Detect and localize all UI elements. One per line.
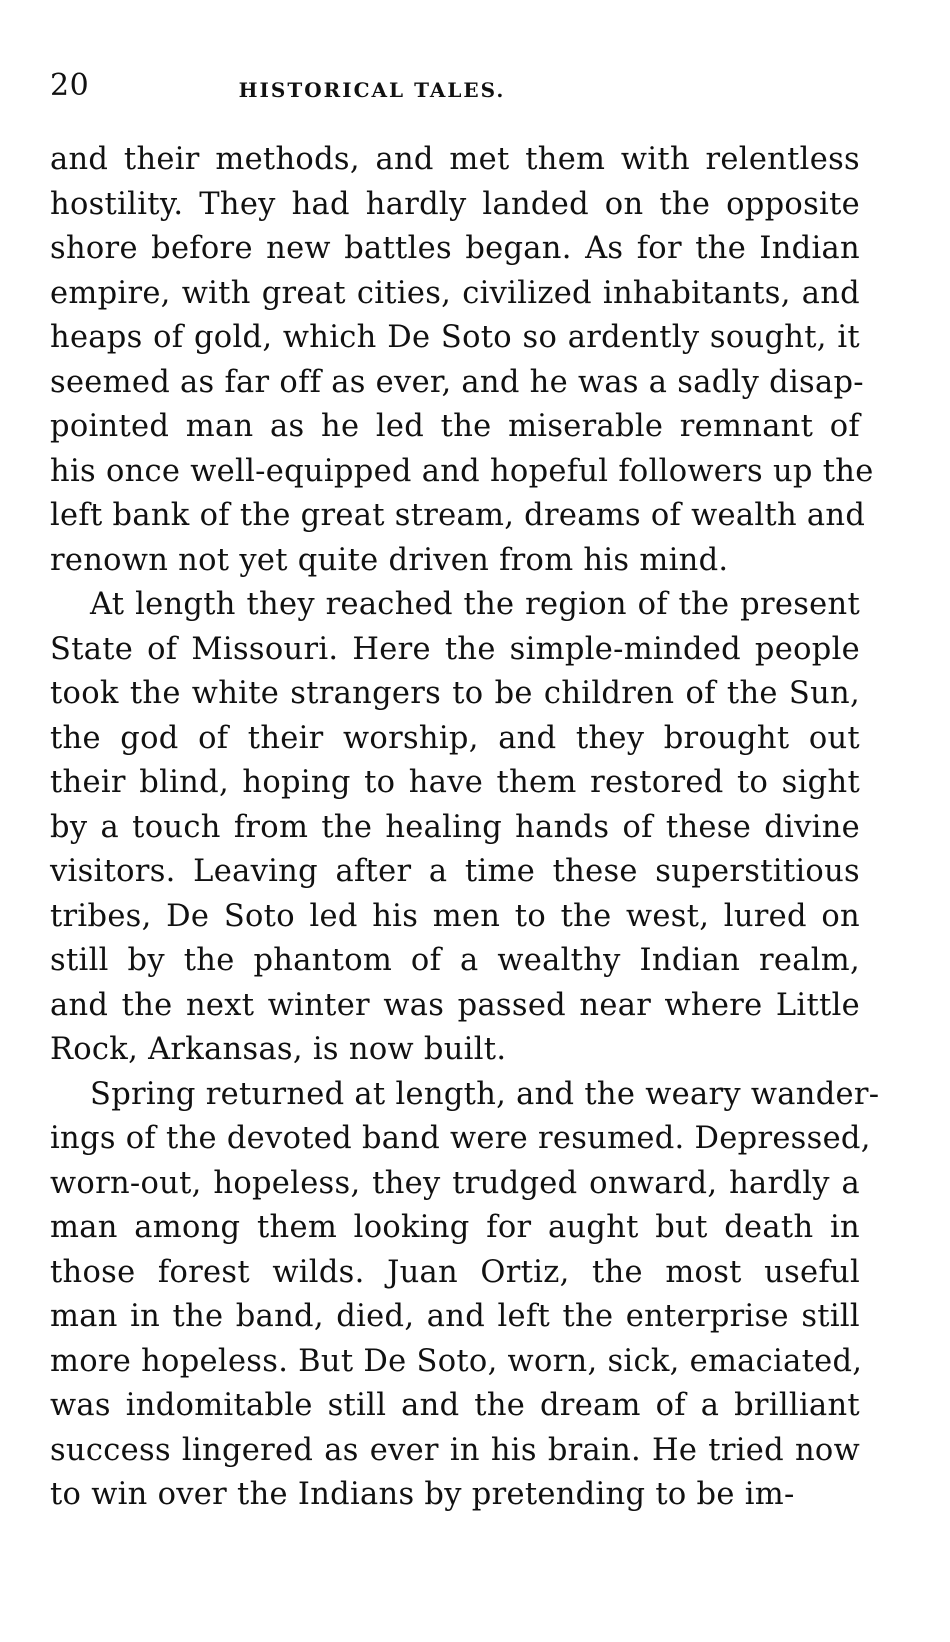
text-line: left bank of the great stream, dreams of wealth and — [50, 498, 866, 533]
text-line: and the next winter was passed near where Little — [50, 987, 860, 1023]
text-line: man among them looking for aught but death in — [50, 1210, 860, 1245]
text-line: heaps of gold, which De Soto so ardently sought, it — [50, 320, 860, 355]
text-line: those forest wilds. Juan Ortiz, the most useful — [50, 1254, 860, 1290]
text-line: State of Missouri. Here the simple-minded people — [50, 631, 860, 667]
text-line: their blind, hoping to have them restored to sight — [50, 765, 860, 800]
text-line: At length they reached the region of the present — [90, 587, 860, 622]
text-line: to win over the Indians by pretending to be im- — [50, 1477, 795, 1512]
text-line: took the white strangers to be children of the Sun, — [50, 676, 860, 711]
text-line: worn-out, hopeless, they trudged onward, hardly a — [50, 1165, 860, 1201]
text-line: renown not yet quite driven from his mind. — [50, 542, 729, 578]
text-line: seemed as far off as ever, and he was a sadly disap- — [50, 364, 864, 400]
text-line: was indomitable still and the dream of a brilliant — [50, 1388, 860, 1423]
text-line: visitors. Leaving after a time these superstitious — [50, 854, 860, 889]
text-line: hostility. They had hardly landed on the opposite — [50, 186, 860, 222]
text-line: the god of their worship, and they brought out — [50, 720, 860, 756]
text-line: and their methods, and met them with relentless — [50, 142, 860, 177]
body-text — [50, 138, 880, 1518]
text-line: shore before new battles began. As for the Indian — [50, 231, 860, 266]
text-line: empire, with great cities, civilized inhabitants, and — [50, 275, 860, 311]
text-line: success lingered as ever in his brain. He tried now — [50, 1432, 860, 1468]
page-header — [50, 68, 910, 108]
text-line: Spring returned at length, and the weary wander- — [90, 1076, 880, 1112]
text-line: by a touch from the healing hands of these divine — [50, 809, 860, 845]
page-number: 20 — [50, 68, 90, 103]
paragraph — [50, 138, 874, 583]
paragraph — [50, 1073, 880, 1518]
running-head: HISTORICAL TALES. — [238, 78, 506, 102]
text-line: pointed man as he led the miserable remnant of — [50, 409, 860, 444]
text-line: tribes, De Soto led his men to the west, lured on — [50, 898, 860, 934]
text-line: more hopeless. But De Soto, worn, sick, emaciated, — [50, 1343, 863, 1379]
text-line: his once well-equipped and hopeful followers up the — [50, 453, 874, 489]
paragraph — [50, 583, 860, 1073]
text-line: still by the phantom of a wealthy Indian realm, — [50, 943, 860, 978]
text-line: Rock, Arkansas, is now built. — [50, 1032, 507, 1067]
text-line: man in the band, died, and left the enterprise still — [50, 1299, 860, 1334]
text-line: ings of the devoted band were resumed. Depressed, — [50, 1121, 871, 1156]
